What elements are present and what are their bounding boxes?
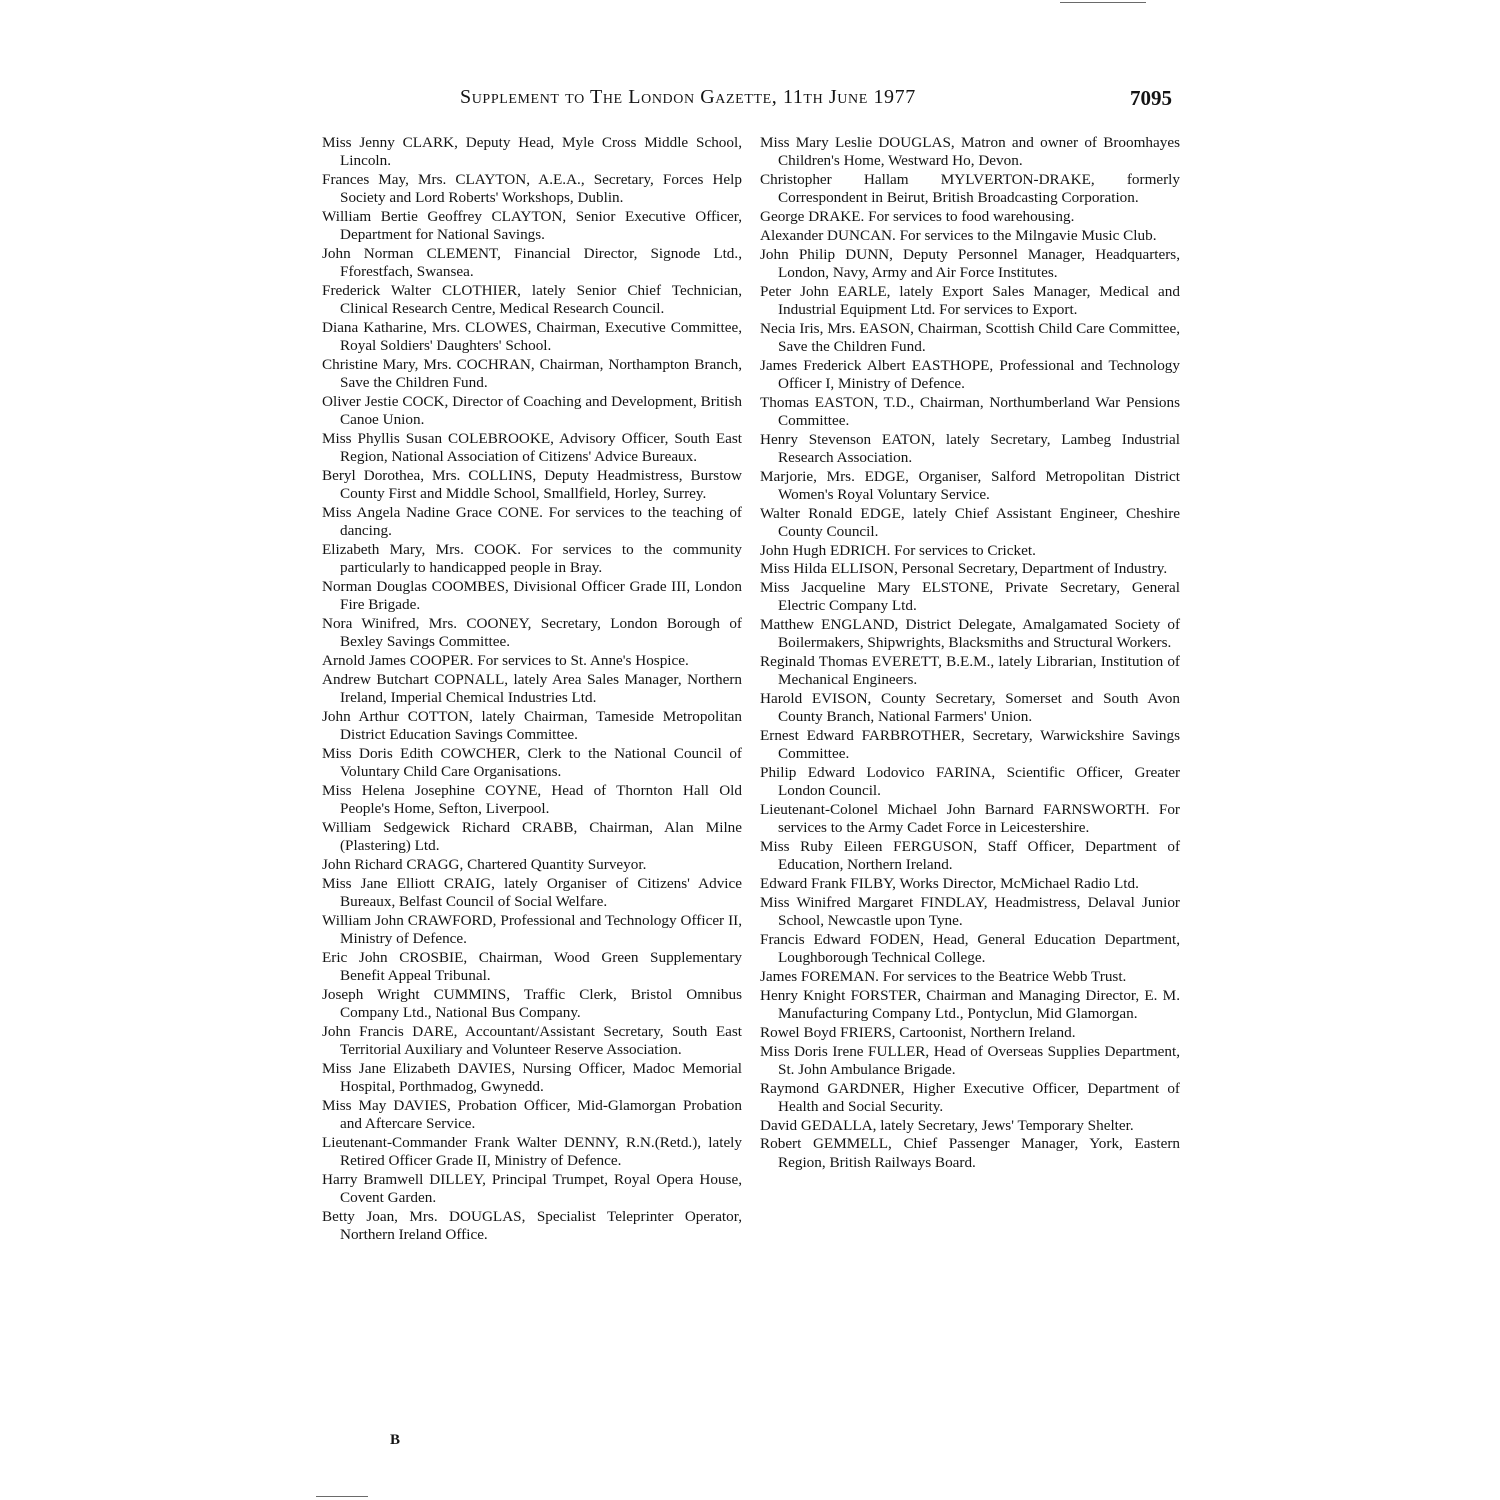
honours-entry: Christopher Hallam MYLVERTON-DRAKE, formerly Correspondent in Beirut, British Broadcasting Corporation. bbox=[760, 171, 1180, 207]
honours-entry: Miss Jenny CLARK, Deputy Head, Myle Cross Middle School, Lincoln. bbox=[322, 134, 742, 170]
honours-entry: Necia Iris, Mrs. EASON, Chairman, Scottish Child Care Committee, Save the Children Fund. bbox=[760, 319, 1180, 355]
honours-entry: Walter Ronald EDGE, lately Chief Assistant Engineer, Cheshire County Council. bbox=[760, 504, 1180, 540]
bottom-scan-line bbox=[316, 1496, 368, 1497]
honours-entry: Miss Jane Elizabeth DAVIES, Nursing Officer, Madoc Memorial Hospital, Porthmadog, Gwynedd. bbox=[322, 1059, 742, 1095]
honours-entry: John Richard CRAGG, Chartered Quantity Surveyor. bbox=[322, 855, 647, 873]
honours-entry: John Philip DUNN, Deputy Personnel Manager, Headquarters, London, Navy, Army and Air Force Institutes. bbox=[760, 245, 1180, 281]
honours-entry: John Hugh EDRICH. For services to Cricket. bbox=[760, 541, 1036, 559]
honours-entry: Christine Mary, Mrs. COCHRAN, Chairman, Northampton Branch, Save the Children Fund. bbox=[322, 356, 742, 392]
honours-entry: Ernest Edward FARBROTHER, Secretary, Warwickshire Savings Committee. bbox=[760, 727, 1180, 763]
honours-entry: Reginald Thomas EVERETT, B.E.M., lately Librarian, Institution of Mechanical Engineers. bbox=[760, 653, 1180, 689]
honours-entry: Norman Douglas COOMBES, Divisional Officer Grade III, London Fire Brigade. bbox=[322, 578, 742, 614]
honours-entry: Miss Doris Edith COWCHER, Clerk to the National Council of Voluntary Child Care Organisations. bbox=[322, 744, 742, 780]
honours-entry: Rowel Boyd FRIERS, Cartoonist, Northern Ireland. bbox=[760, 1023, 1076, 1041]
honours-entry: Frederick Walter CLOTHIER, lately Senior Chief Technician, Clinical Research Centre, Medical Research Council. bbox=[322, 282, 742, 318]
honours-entry: John Norman CLEMENT, Financial Director, Signode Ltd., Fforestfach, Swansea. bbox=[322, 245, 742, 281]
honours-entry: Miss Winifred Margaret FINDLAY, Headmistress, Delaval Junior School, Newcastle upon Tyne. bbox=[760, 893, 1180, 930]
honours-entry: Andrew Butchart COPNALL, lately Area Sales Manager, Northern Ireland, Imperial Chemical Industries Ltd. bbox=[322, 670, 742, 706]
honours-entry: James Frederick Albert EASTHOPE, Professional and Technology Officer I, Ministry of Defence. bbox=[760, 356, 1180, 392]
honours-entry: Henry Stevenson EATON, lately Secretary, Lambeg Industrial Research Association. bbox=[760, 430, 1180, 466]
honours-entry: Harold EVISON, County Secretary, Somerset and South Avon County Branch, National Farmers' Union. bbox=[760, 690, 1180, 726]
honours-entry: Lieutenant-Commander Frank Walter DENNY, R.N.(Retd.), lately Retired Officer Grade II, Ministry of Defence. bbox=[322, 1133, 742, 1169]
honours-entry: Henry Knight FORSTER, Chairman and Managing Director, E. M. Manufacturing Company Ltd., Pontyclun, Mid Glamorgan. bbox=[760, 986, 1180, 1022]
honours-entry: Marjorie, Mrs. EDGE, Organiser, Salford Metropolitan District Women's Royal Voluntary Service. bbox=[760, 467, 1180, 503]
page-title: Supplement to The London Gazette, 11th June 1977 bbox=[460, 86, 916, 108]
honours-entry: William Bertie Geoffrey CLAYTON, Senior Executive Officer, Department for National Savings. bbox=[322, 208, 742, 244]
honours-entry: Elizabeth Mary, Mrs. COOK. For services to the community particularly to handicapped people in Bray. bbox=[322, 541, 742, 577]
honours-entry: Philip Edward Lodovico FARINA, Scientific Officer, Greater London Council. bbox=[760, 764, 1180, 800]
honours-entry: Harry Bramwell DILLEY, Principal Trumpet, Royal Opera House, Covent Garden. bbox=[322, 1170, 742, 1206]
honours-entry: Joseph Wright CUMMINS, Traffic Clerk, Bristol Omnibus Company Ltd., National Bus Company. bbox=[322, 985, 742, 1021]
page-number: 7095 bbox=[1130, 86, 1172, 110]
top-scan-line bbox=[1060, 2, 1146, 3]
honours-entry: William Sedgewick Richard CRABB, Chairman, Alan Milne (Plastering) Ltd. bbox=[322, 818, 742, 854]
honours-entry: Miss Ruby Eileen FERGUSON, Staff Officer, Department of Education, Northern Ireland. bbox=[760, 838, 1180, 874]
honours-entry: Miss May DAVIES, Probation Officer, Mid-Glamorgan Probation and Aftercare Service. bbox=[322, 1096, 742, 1132]
honours-entry: Beryl Dorothea, Mrs. COLLINS, Deputy Headmistress, Burstow County First and Middle School, Smallfield, Horley, Surrey. bbox=[322, 467, 742, 503]
honours-entry: Thomas EASTON, T.D., Chairman, Northumberland War Pensions Committee. bbox=[760, 393, 1180, 429]
honours-entry: Betty Joan, Mrs. DOUGLAS, Specialist Teleprinter Operator, Northern Ireland Office. bbox=[322, 1207, 742, 1243]
honours-entry: George DRAKE. For services to food warehousing. bbox=[760, 208, 1075, 225]
page-header bbox=[460, 86, 1180, 116]
signature-mark: B bbox=[390, 1432, 401, 1448]
honours-entry: Frances May, Mrs. CLAYTON, A.E.A., Secretary, Forces Help Society and Lord Roberts' Workshops, Dublin. bbox=[322, 171, 742, 207]
honours-entry: Miss Phyllis Susan COLEBROOKE, Advisory Officer, South East Region, National Association of Citizens' Advice Bureaux. bbox=[322, 430, 742, 466]
honours-entry: David GEDALLA, lately Secretary, Jews' Temporary Shelter. bbox=[760, 1116, 1134, 1134]
left-column bbox=[322, 134, 742, 1245]
honours-entry: Edward Frank FILBY, Works Director, McMichael Radio Ltd. bbox=[760, 875, 1139, 893]
honours-entry: Miss Helena Josephine COYNE, Head of Thornton Hall Old People's Home, Sefton, Liverpool. bbox=[322, 781, 742, 817]
honours-entry: Raymond GARDNER, Higher Executive Officer, Department of Health and Social Security. bbox=[760, 1079, 1180, 1115]
honours-entry: Miss Angela Nadine Grace CONE. For services to the teaching of dancing. bbox=[322, 504, 742, 540]
honours-entry: Peter John EARLE, lately Export Sales Manager, Medical and Industrial Equipment Ltd. For services to Export. bbox=[760, 282, 1180, 318]
honours-entry: Miss Hilda ELLISON, Personal Secretary, Department of Industry. bbox=[760, 560, 1168, 578]
honours-entry: John Arthur COTTON, lately Chairman, Tameside Metropolitan District Education Savings Committee. bbox=[322, 707, 742, 743]
honours-entry: Eric John CROSBIE, Chairman, Wood Green Supplementary Benefit Appeal Tribunal. bbox=[322, 948, 742, 984]
honours-entry: Lieutenant-Colonel Michael John Barnard FARNSWORTH. For services to the Army Cadet Force in Leicestershire. bbox=[760, 801, 1180, 837]
honours-entry: Robert GEMMELL, Chief Passenger Manager, York, Eastern Region, British Railways Board. bbox=[760, 1135, 1180, 1171]
honours-entry: Miss Jane Elliott CRAIG, lately Organiser of Citizens' Advice Bureaux, Belfast Council of Social Welfare. bbox=[322, 874, 742, 910]
honours-entry: Alexander DUNCAN. For services to the Milngavie Music Club. bbox=[760, 226, 1157, 244]
honours-entry: Miss Doris Irene FULLER, Head of Overseas Supplies Department, St. John Ambulance Brigade. bbox=[760, 1042, 1180, 1078]
honours-entry: James FOREMAN. For services to the Beatrice Webb Trust. bbox=[760, 967, 1127, 985]
honours-entry: Arnold James COOPER. For services to St. Anne's Hospice. bbox=[322, 652, 689, 669]
honours-entry: John Francis DARE, Accountant/Assistant Secretary, South East Territorial Auxiliary and Volunteer Reserve Association. bbox=[322, 1022, 742, 1058]
honours-entry: William John CRAWFORD, Professional and Technology Officer II, Ministry of Defence. bbox=[322, 911, 742, 947]
honours-entry: Oliver Jestie COCK, Director of Coaching and Development, British Canoe Union. bbox=[322, 393, 742, 429]
honours-entry: Nora Winifred, Mrs. COONEY, Secretary, London Borough of Bexley Savings Committee. bbox=[322, 615, 742, 651]
honours-entry: Diana Katharine, Mrs. CLOWES, Chairman, Executive Committee, Royal Soldiers' Daughters' School. bbox=[322, 319, 742, 355]
honours-entry: Miss Jacqueline Mary ELSTONE, Private Secretary, General Electric Company Ltd. bbox=[760, 579, 1180, 615]
honours-entry: Francis Edward FODEN, Head, General Education Department, Loughborough Technical College. bbox=[760, 930, 1180, 967]
right-column bbox=[760, 134, 1180, 1172]
honours-entry: Miss Mary Leslie DOUGLAS, Matron and owner of Broomhayes Children's Home, Westward Ho, Devon. bbox=[760, 134, 1180, 170]
honours-entry: Matthew ENGLAND, District Delegate, Amalgamated Society of Boilermakers, Shipwrights, Blacksmiths and Structural Workers. bbox=[760, 616, 1180, 652]
